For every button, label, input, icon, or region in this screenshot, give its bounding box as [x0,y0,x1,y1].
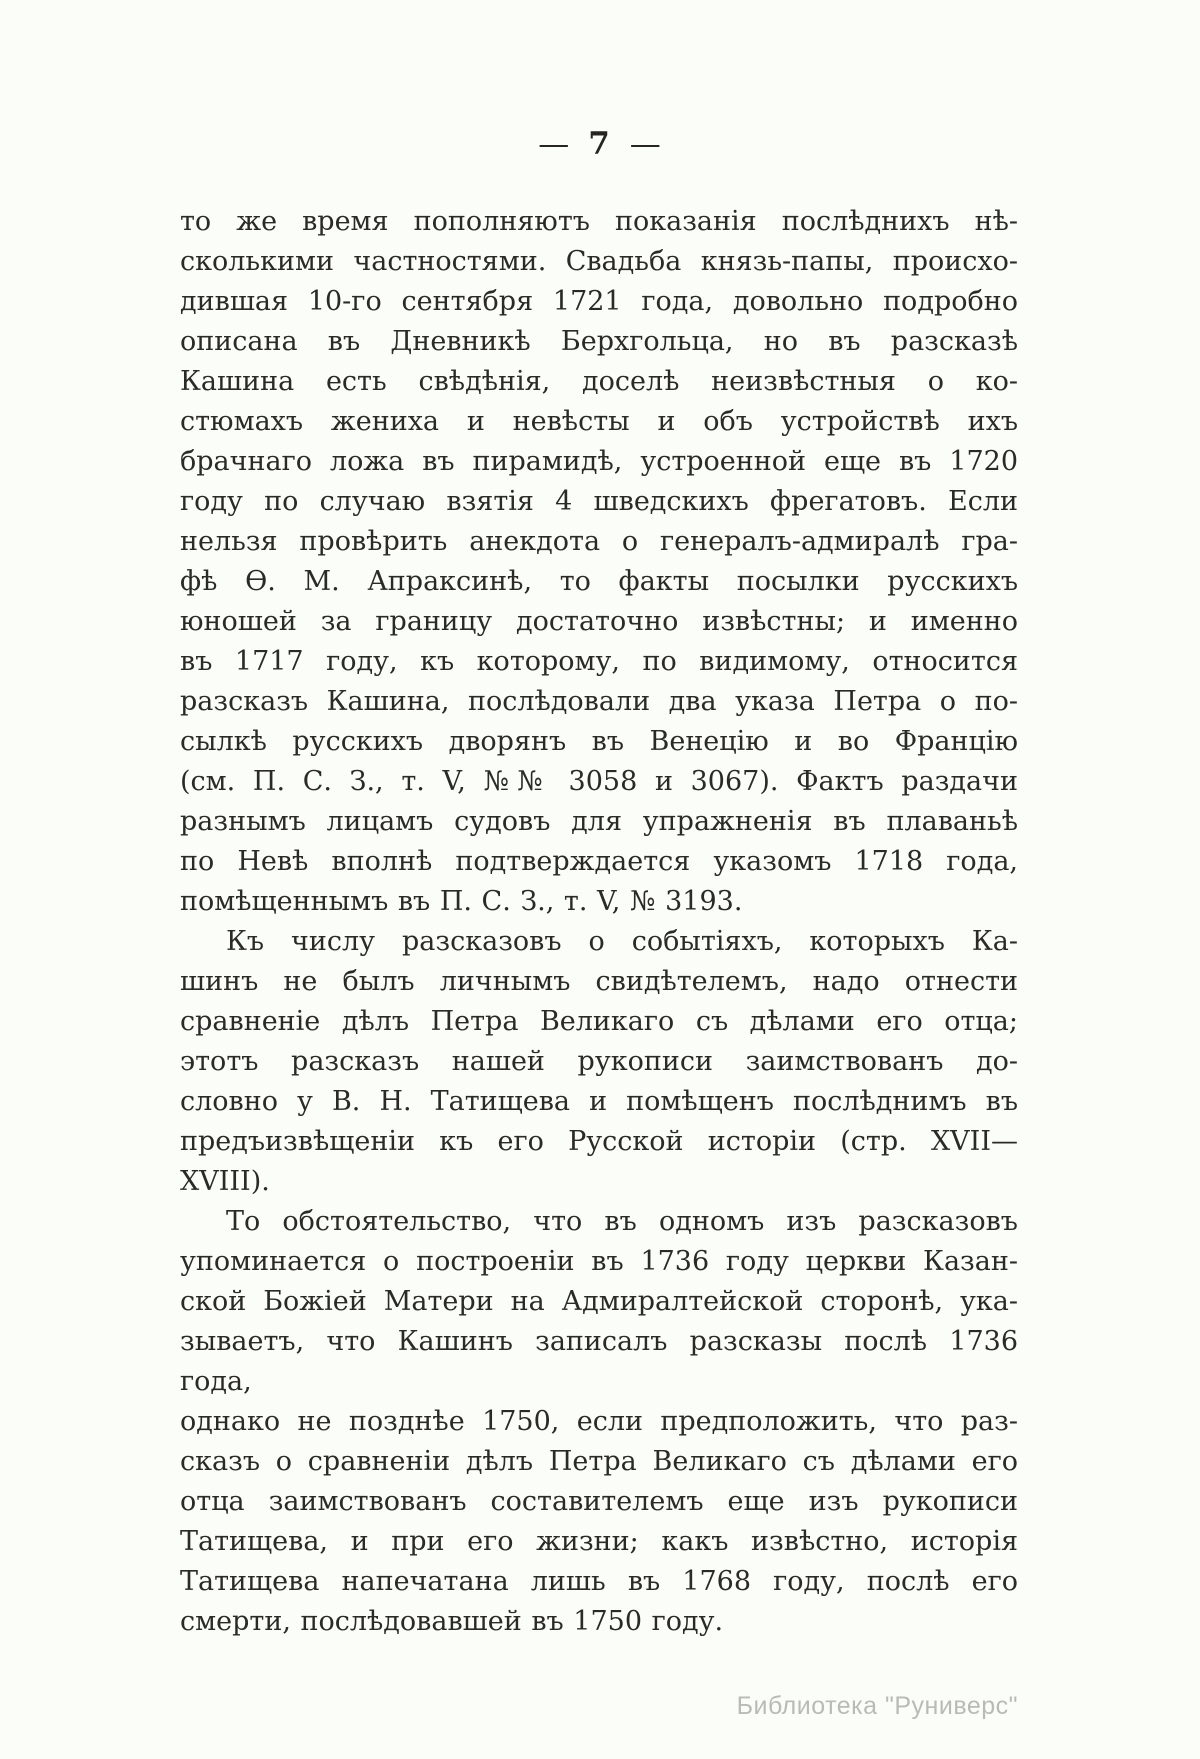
page-text [180,202,1018,1642]
text-line: дившая 10-го сентября 1721 года, довольно подробно [180,286,1018,317]
text-line: отца заимствованъ составителемъ еще изъ рукописи [180,1486,1018,1517]
text-line: То обстоятельство, что въ одномъ изъ разсказовъ [226,1206,1018,1237]
text-line: ской Божіей Матери на Адмиралтейской сторонѣ, ука- [180,1286,1018,1317]
text-line: то же время пополняютъ показанія послѣднихъ нѣ- [180,206,1018,237]
text-line: предъизвѣщеніи къ его Русской исторіи (стр. XVII— [180,1126,1018,1157]
text-line: въ 1717 году, къ которому, по видимому, относится [180,646,1018,677]
text-line: году по случаю взятія 4 шведскихъ фрегатовъ. Если [180,486,1018,517]
paragraph [180,922,1018,1202]
text-line: брачнаго ложа въ пирамидѣ, устроенной еще въ 1720 [180,446,1018,477]
text-line: словно у В. Н. Татищева и помѣщенъ послѣднимъ въ [180,1086,1018,1117]
text-line: юношей за границу достаточно извѣстны; и именно [180,606,1018,637]
text-line: смерти, послѣдовавшей въ 1750 году. [180,1606,724,1637]
text-line: Кашина есть свѣдѣнія, доселѣ неизвѣстныя о ко- [180,366,1018,397]
text-line: однако не позднѣе 1750, если предположить, что раз- [180,1406,1018,1437]
text-line: (см. П. С. З., т. V, №№ 3058 и 3067). Фактъ раздачи [180,766,1018,797]
header-right-dash: — [629,126,660,162]
text-line: описана въ Дневникѣ Берхгольца, но въ разсказѣ [180,326,1018,357]
text-line: сколькими частностями. Свадьба князь-папы, происхо- [180,246,1018,277]
text-line: нельзя провѣрить анекдота о генералъ-адмиралѣ гра- [180,526,1018,557]
text-line: XVIII). [180,1166,270,1197]
text-line: этотъ разсказъ нашей рукописи заимствованъ до- [180,1046,1018,1077]
header-left-dash: — [538,126,569,162]
text-line: разсказъ Кашина, послѣдовали два указа Петра о по- [180,686,1018,717]
text-line: по Невѣ вполнѣ подтверждается указомъ 1718 года, [180,846,1018,877]
text-line: фѣ Ѳ. М. Апраксинѣ, то факты посылки русскихъ [180,566,1018,597]
page-header [180,126,1018,162]
text-line: стюмахъ жениха и невѣсты и объ устройствѣ ихъ [180,406,1018,437]
text-line: Татищева напечатана лишь въ 1768 году, послѣ его [180,1566,1018,1597]
paragraph [180,202,1018,922]
text-line: Къ числу разсказовъ о событіяхъ, которыхъ Ка- [226,926,1018,957]
text-line: разнымъ лицамъ судовъ для упражненія въ плаваньѣ [180,806,1018,837]
text-line: сравненіе дѣлъ Петра Великаго съ дѣлами его отца; [180,1006,1018,1037]
text-line: шинъ не былъ личнымъ свидѣтелемъ, надо отнести [180,966,1018,997]
text-line: упоминается о построеніи въ 1736 году церкви Казан- [180,1246,1018,1277]
text-line: сылкѣ русскихъ дворянъ въ Венецію и во Францію [180,726,1018,757]
text-line: помѣщеннымъ въ П. С. З., т. V, № 3193. [180,886,743,917]
page-number: 7 [588,126,610,162]
text-line: сказъ о сравненіи дѣлъ Петра Великаго съ дѣлами его [180,1446,1018,1477]
text-line: зываетъ, что Кашинъ записалъ разсказы послѣ 1736 года, [180,1326,1018,1397]
text-line: Татищева, и при его жизни; какъ извѣстно, исторія [180,1526,1018,1557]
library-watermark: Библиотека "Руниверс" [736,1692,1018,1720]
paragraph [180,1202,1018,1642]
